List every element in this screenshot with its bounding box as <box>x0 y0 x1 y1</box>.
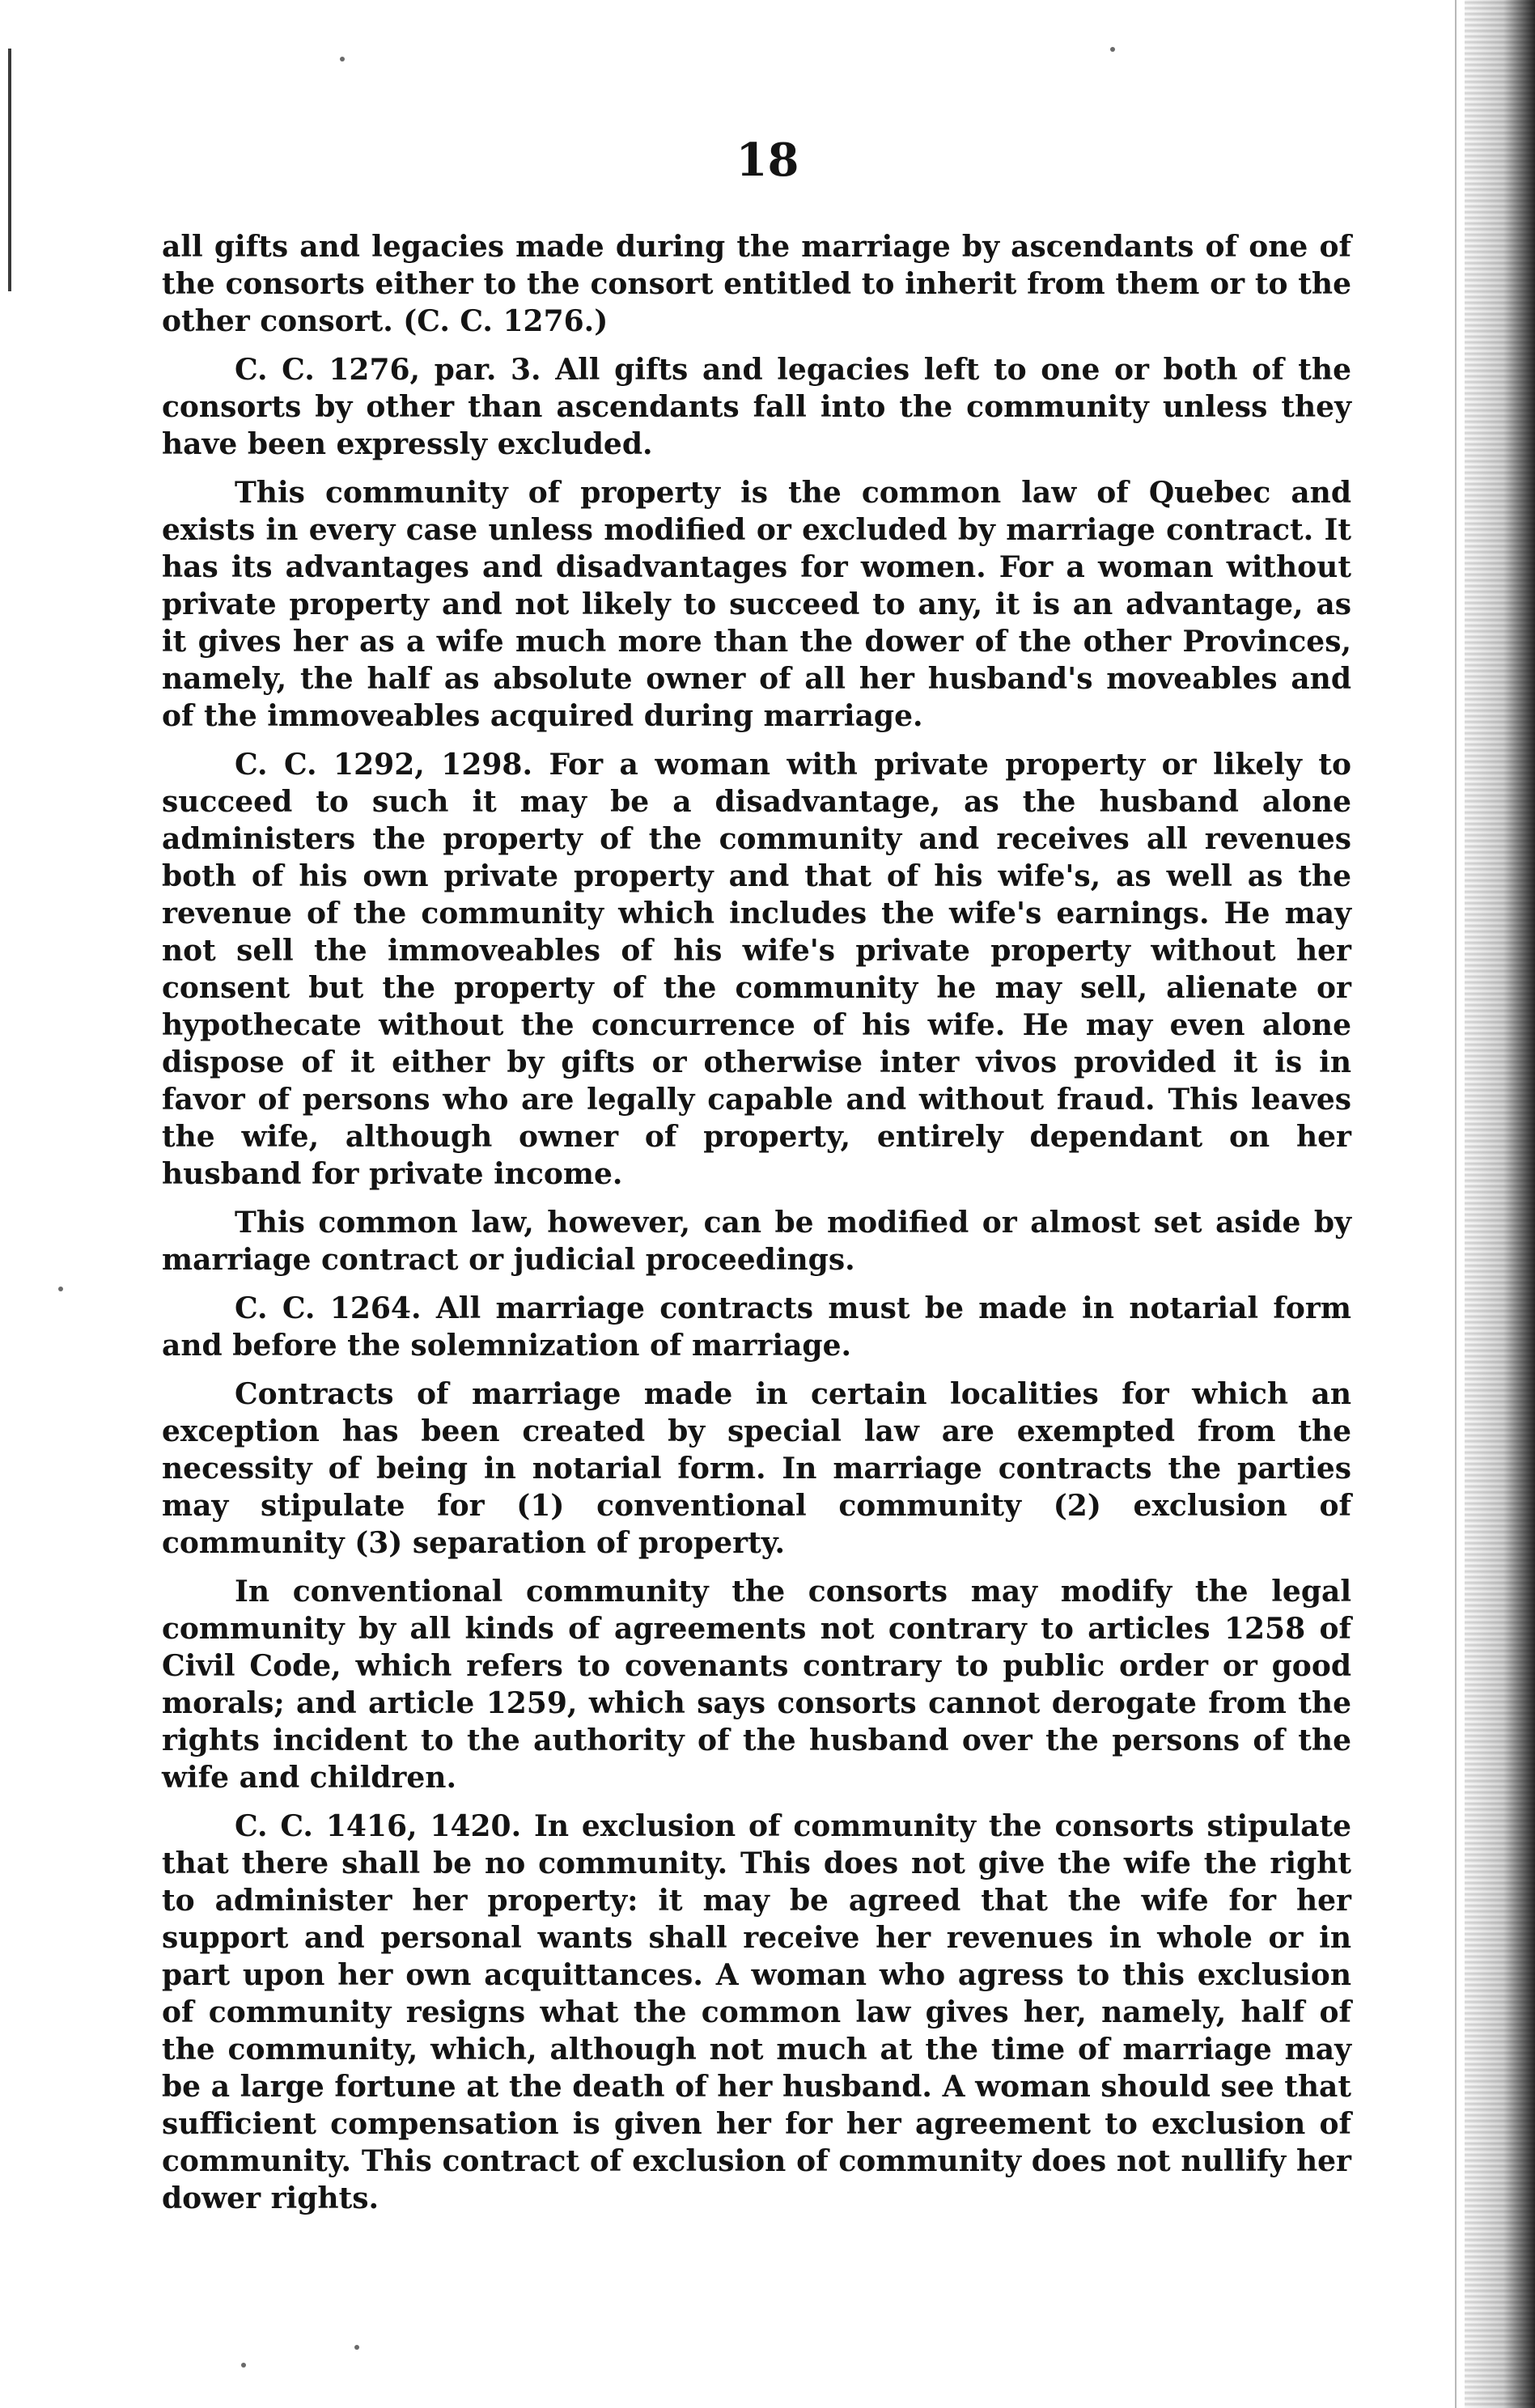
paragraph: C. C. 1276, par. 3. All gifts and legacies left to one or both of the consorts by other than ascendants fall into the community unless they have been expressly excluded. <box>162 353 1351 461</box>
paragraph: C. C. 1416, 1420. In exclusion of community the consorts stipulate that there shall be no community. This does not give the wife the right to administer her property: it may be agreed that the wife for her support and personal wants shall receive her revenues in whole or in part upon her own acquittances. A woman who agress to this exclusion of community resigns what the common law gives her, namely, half of the community, which, although not much at the time of marriage may be a large fortune at the death of her husband. A woman should see that sufficient compensation is given her for her agreement to exclusion of community. This contract of exclusion of community does not nullify her dower rights. <box>162 1809 1351 2215</box>
paragraph: This common law, however, can be modified or almost set aside by marriage contract or judicial proceedings. <box>162 1206 1351 1277</box>
scan-speck <box>58 1287 63 1291</box>
scan-speck <box>340 57 345 61</box>
paragraph: all gifts and legacies made during the marriage by ascendants of one of the consorts either to the consort entitled to inherit from them or to the other consort. (C. C. 1276.) <box>162 230 1351 338</box>
paragraph: C. C. 1292, 1298. For a woman with private property or likely to succeed to such it may be a disadvantage, as the husband alone administers the property of the community and receives all revenues both of his own private property and that of his wife's, as well as the revenue of the community which includes the wife's earnings. He may not sell the immoveables of his wife's private property without her consent but the property of the community he may sell, alienate or hypothecate without the concurrence of his wife. He may even alone dispose of it either by gifts or otherwise inter vivos provided it is in favor of persons who are legally capable and without fraud. This leaves the wife, although owner of property, entirely dependant on her husband for private income. <box>162 748 1351 1191</box>
paragraph: C. C. 1264. All marriage contracts must be made in notarial form and before the solemnization of marriage. <box>162 1291 1351 1363</box>
paragraph: Contracts of marriage made in certain localities for which an exception has been created by special law are exempted from the necessity of being in notarial form. In marriage contracts the parties may stipulate for (1) conventional community (2) exclusion of community (3) separation of property. <box>162 1377 1351 1560</box>
page-body <box>162 228 1351 2228</box>
paragraph: This community of property is the common law of Quebec and exists in every case unless modified or excluded by marriage contract. It has its advantages and disadvantages for women. For a woman without private property and not likely to succeed to any, it is an advantage, as it gives her as a wife much more than the dower of the other Provinces, namely, the half as absolute owner of all her husband's moveables and of the immoveables acquired during marriage. <box>162 476 1351 733</box>
scan-right-edge <box>1465 0 1535 2408</box>
scan-right-edge-line <box>1455 0 1457 2408</box>
scan-speck <box>241 2363 246 2368</box>
scan-speck <box>1110 47 1115 52</box>
scan-speck <box>354 2345 359 2350</box>
page-number: 18 <box>736 134 799 187</box>
paragraph: In conventional community the consorts may modify the legal community by all kinds of agreements not contrary to articles 1258 of Civil Code, which refers to covenants contrary to public order or good morals; and article 1259, which says consorts cannot derogate from the rights incident to the authority of the husband over the persons of the wife and children. <box>162 1575 1351 1795</box>
